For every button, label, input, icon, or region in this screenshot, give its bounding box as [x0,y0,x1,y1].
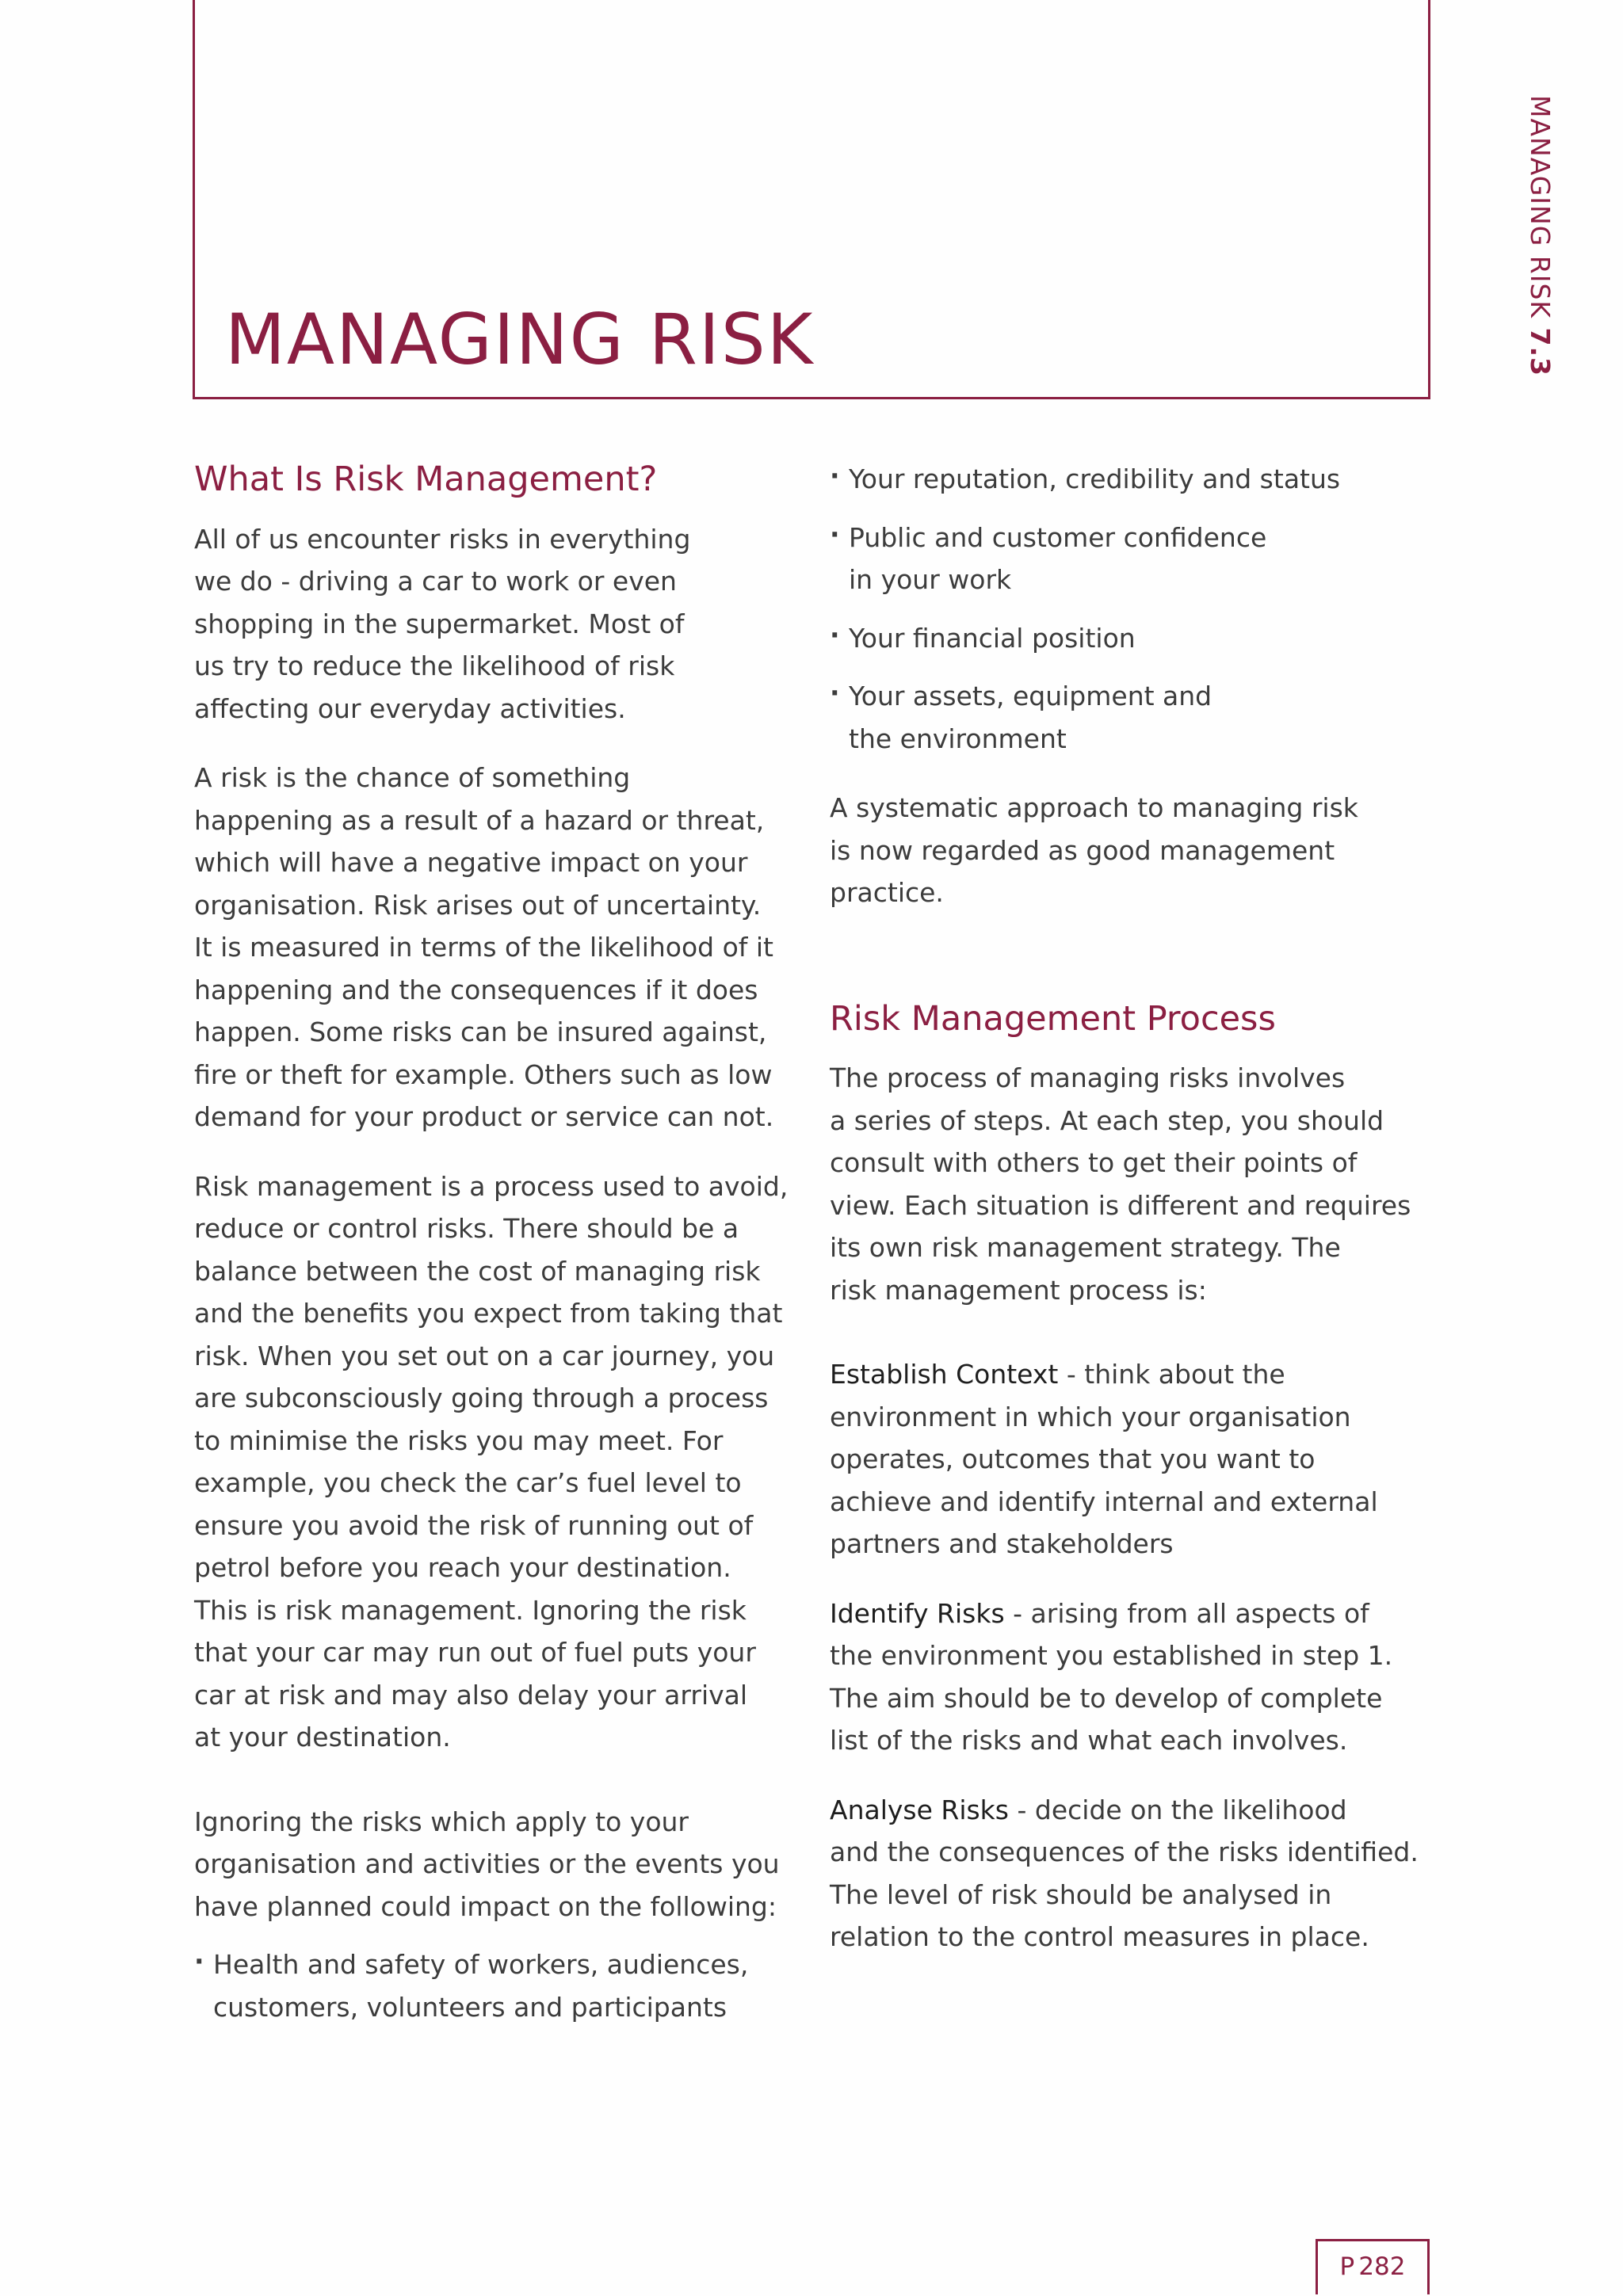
text-line: that your car may run out of fuel puts your [194,1637,756,1669]
text-line: consult with others to get their points of [830,1147,1358,1179]
text-line: at your destination. [194,1722,451,1753]
text-line: Public and customer confidence [849,521,1267,553]
impact-list-continued [830,458,1440,760]
text-line: Health and safety of workers, audiences, [213,1949,749,1981]
text-line: A systematic approach to managing risk [830,792,1358,823]
text-line: It is measured in terms of the likelihood of it [194,932,773,963]
left-column [194,458,804,2028]
list-item [194,1943,804,2028]
step-establish-context [830,1353,1440,1566]
section-heading-what-is-risk: What Is Risk Management? [194,460,658,499]
page-number-box [1316,2239,1430,2294]
text-line: to minimise the risks you may meet. For [194,1425,724,1456]
text-line: The aim should be to develop of complete [830,1682,1383,1714]
section-number: 7.3 [1525,327,1556,376]
text-line: All of us encounter risks in everything [194,523,691,555]
text-line: shopping in the supermarket. Most of [194,608,685,639]
page-number: 282 [1358,2252,1406,2281]
text-line: practice. [830,877,944,908]
side-section-label [1525,95,1556,376]
text-line: - decide on the likelihood [1009,1794,1347,1825]
section-heading-process: Risk Management Process [830,998,1276,1039]
side-label-text: MANAGING RISK [1525,95,1556,319]
impact-list [194,1943,804,2028]
text-line: This is risk management. Ignoring the risk [194,1594,747,1626]
step-analyse-risks [830,1789,1440,1958]
text-line: organisation and activities or the events you [194,1848,780,1880]
text-line: risk. When you set out on a car journey, you [194,1340,775,1371]
text-line: environment in which your organisation [830,1401,1351,1432]
text-line: Your reputation, credibility and status [849,463,1341,494]
text-line: The level of risk should be analysed in [830,1878,1332,1910]
text-line: car at risk and may also delay your arrival [194,1679,748,1711]
text-line: a series of steps. At each step, you should [830,1104,1384,1136]
text-line: fire or theft for example. Others such as low [194,1058,773,1090]
text-line: Your financial position [849,622,1136,654]
text-line: is now regarded as good management [830,834,1335,866]
text-line: balance between the cost of managing risk [194,1255,761,1287]
text-line: have planned could impact on the following: [194,1890,777,1922]
list-item [830,675,1440,760]
text-line: view. Each situation is different and requires [830,1189,1411,1221]
step-term: Establish Context [830,1359,1059,1390]
risk-definition-paragraph [194,757,804,1138]
text-line: ensure you avoid the risk of running out of [194,1509,754,1541]
step-term: Identify Risks [830,1597,1005,1629]
text-line: demand for your product or service can not. [194,1101,774,1133]
text-line: us try to reduce the likelihood of risk [194,650,675,682]
text-line: happen. Some risks can be insured against, [194,1016,767,1048]
list-item [830,517,1440,601]
text-line: - arising from all aspects of [1004,1597,1369,1629]
text-line: Risk management is a process used to avoid, [194,1170,789,1202]
text-line: affecting our everyday activities. [194,692,626,724]
page-title: MANAGING RISK [225,299,815,380]
text-line: Ignoring the risks which apply to your [194,1806,689,1837]
step-term: Analyse Risks [830,1794,1009,1825]
text-line: example, you check the car’s fuel level to [194,1467,742,1499]
intro-paragraph [194,518,804,730]
text-line: partners and stakeholders [830,1528,1174,1560]
text-line: which will have a negative impact on your [194,847,748,879]
text-line: A risk is the chance of something [194,762,631,794]
list-item [830,617,1440,660]
impact-paragraph [194,1801,804,1928]
text-line: petrol before you reach your destination. [194,1552,731,1584]
text-line: organisation. Risk arises out of uncertainty. [194,889,762,921]
text-line: happening as a result of a hazard or threat, [194,804,765,836]
text-line: and the consequences of the risks identified. [830,1836,1419,1868]
text-line: the environment you established in step 1. [830,1640,1393,1672]
text-line: risk management process is: [830,1274,1207,1306]
text-line: list of the risks and what each involves. [830,1725,1348,1756]
text-line: - think about the [1058,1359,1285,1390]
text-line: relation to the control measures in place. [830,1921,1369,1953]
text-line: The process of managing risks involves [830,1062,1346,1094]
right-column [830,458,1440,1958]
text-line: customers, volunteers and participants [213,1991,727,2023]
text-line: its own risk management strategy. The [830,1232,1341,1264]
text-line: achieve and identify internal and external [830,1486,1378,1517]
process-intro-paragraph [830,1057,1440,1311]
risk-management-paragraph [194,1165,804,1759]
text-line: and the benefits you expect from taking that [194,1298,783,1329]
step-identify-risks [830,1592,1440,1762]
systematic-approach-paragraph [830,787,1440,914]
page-prefix: P [1339,2252,1355,2281]
text-line: Your assets, equipment and [849,681,1212,711]
text-line: in your work [849,564,1012,595]
text-line: happening and the consequences if it does [194,974,758,1005]
text-line: we do - driving a car to work or even [194,566,677,597]
text-line: are subconsciously going through a process [194,1383,769,1414]
text-line: the environment [849,723,1067,754]
text-line: reduce or control risks. There should be a [194,1213,739,1245]
text-line: operates, outcomes that you want to [830,1444,1316,1475]
list-item [830,458,1440,501]
